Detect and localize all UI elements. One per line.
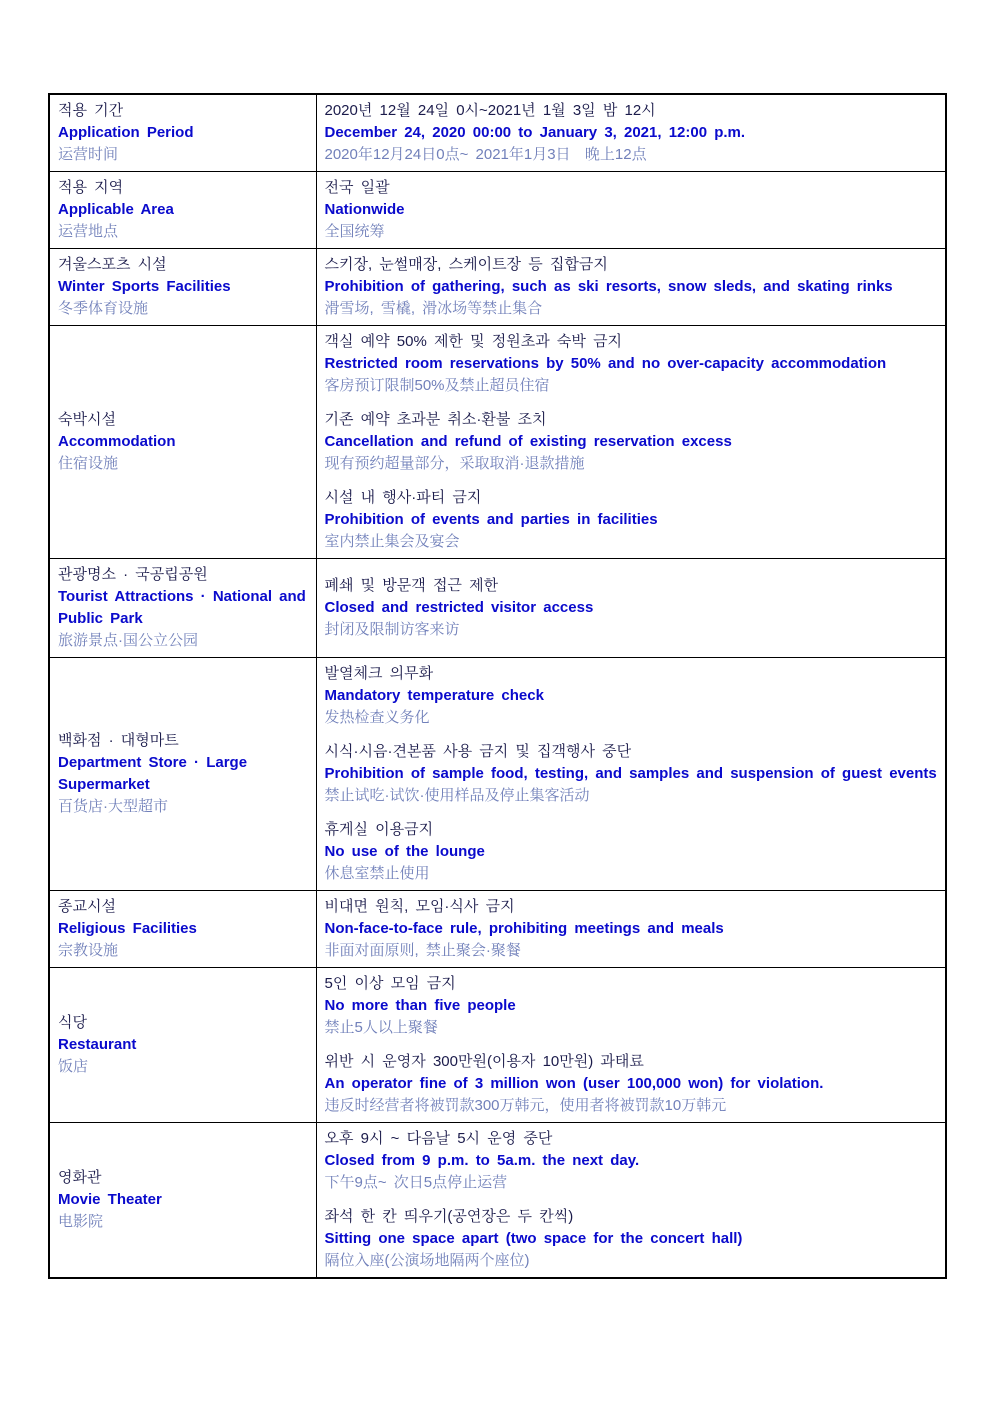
details-cell [316,326,946,559]
detail-korean: 5인 이상 모임 금지 [324,975,456,992]
detail-chinese: 滑雪场, 雪橇, 滑冰场等禁止集合 [324,300,543,317]
category-english: Application Period [58,124,194,141]
detail-chinese: 封闭及限制访客来访 [324,621,460,638]
table-row-applicable-area [49,172,946,249]
category-english: Applicable Area [58,201,174,218]
table-row-restaurant [49,968,946,1123]
detail-item [325,819,940,885]
category-english: Movie Theater [58,1191,162,1208]
table-row-winter-sports [49,249,946,326]
category-cell [49,249,316,326]
category-korean: 적용 기간 [58,102,124,119]
detail-item [325,896,940,962]
detail-korean: 시식·시음·견본품 사용 금지 및 집객행사 중단 [324,743,632,760]
category-english: Restaurant [58,1036,137,1053]
detail-chinese: 客房预订限制50%及禁止超员住宿 [324,377,550,394]
category-cell [49,891,316,968]
detail-item [325,331,940,397]
detail-item [325,973,940,1039]
detail-item [325,1051,940,1117]
details-cell [316,559,946,658]
detail-chinese: 发热检查义务化 [324,709,430,726]
detail-korean: 발열체크 의무화 [324,665,434,682]
category-english: Department Store · Large Supermarket [58,754,255,793]
category-korean: 백화점 · 대형마트 [58,732,179,749]
category-korean: 종교시설 [58,898,116,915]
detail-chinese: 违反时经营者将被罚款300万韩元，使用者将被罚款10万韩元 [324,1097,727,1114]
detail-english: Non-face-to-face rule, prohibiting meetings and meals [324,920,724,937]
detail-english: No use of the lounge [324,843,485,860]
category-chinese: 饭店 [58,1058,89,1075]
details-cell [316,94,946,172]
category-chinese: 冬季体育设施 [58,300,149,317]
details-cell [316,172,946,249]
category-korean: 겨울스포츠 시설 [58,256,167,273]
detail-korean: 2020년 12월 24일 0시~2021년 1월 3일 밤 12시 [324,102,656,119]
detail-chinese: 休息室禁止使用 [324,865,430,882]
category-english: Accommodation [58,433,176,450]
detail-chinese: 下午9点~ 次日5点停止运营 [324,1174,508,1191]
detail-item [325,254,940,320]
detail-korean: 스키장, 눈썰매장, 스케이트장 등 집합금지 [324,256,608,273]
detail-korean: 좌석 한 칸 띄우기(공연장은 두 칸씩) [324,1208,574,1225]
category-cell [49,658,316,891]
table-row-department-store [49,658,946,891]
category-cell [49,94,316,172]
detail-english: Prohibition of events and parties in facilities [324,511,658,528]
details-cell [316,249,946,326]
category-chinese: 运营时间 [58,146,119,163]
category-english: Winter Sports Facilities [58,278,231,295]
category-cell [49,968,316,1123]
detail-item [325,100,940,166]
details-cell [316,1123,946,1279]
detail-english: Mandatory temperature check [324,687,544,704]
category-chinese: 宗教设施 [58,942,119,959]
category-chinese: 运营地点 [58,223,119,240]
detail-chinese: 隔位入座(公演场地隔两个座位) [324,1252,530,1269]
category-chinese: 百货店·大型超市 [58,798,168,815]
table-row-movie-theater [49,1123,946,1279]
detail-korean: 휴게실 이용금지 [324,821,434,838]
details-cell [316,891,946,968]
detail-korean: 기존 예약 초과분 취소·환불 조치 [324,411,547,428]
detail-english: Prohibition of sample food, testing, and samples and suspension of guest events [324,765,937,782]
detail-english: Restricted room reservations by 50% and no over-capacity accommodation [324,355,887,372]
detail-korean: 비대면 원칙, 모임·식사 금지 [324,898,515,915]
table-row-religious-facilities [49,891,946,968]
detail-item [325,1206,940,1272]
detail-chinese: 禁止试吃·试饮·使用样品及停止集客活动 [324,787,590,804]
category-english: Religious Facilities [58,920,197,937]
table-row-tourist-attractions [49,559,946,658]
restrictions-table [48,93,947,1279]
detail-korean: 오후 9시 ~ 다음날 5시 운영 중단 [324,1130,553,1147]
detail-english: An operator fine of 3 million won (user 100,000 won) for violation. [324,1075,824,1092]
detail-english: Closed and restricted visitor access [324,599,594,616]
category-korean: 영화관 [58,1169,102,1186]
detail-korean: 시설 내 행사·파티 금지 [324,489,482,506]
detail-item [325,663,940,729]
detail-chinese: 非面对面原则, 禁止聚会·聚餐 [324,942,521,959]
detail-item [325,1128,940,1194]
detail-korean: 위반 시 운영자 300만원(이용자 10만원) 과태료 [324,1053,644,1070]
category-cell [49,326,316,559]
category-korean: 숙박시설 [58,411,116,428]
detail-english: Cancellation and refund of existing reservation excess [324,433,732,450]
details-cell [316,658,946,891]
detail-item [325,487,940,553]
category-chinese: 旅游景点·国公立公园 [58,632,198,649]
detail-item [325,741,940,807]
detail-english: Nationwide [324,201,405,218]
details-cell [316,968,946,1123]
table-row-application-period [49,94,946,172]
category-korean: 적용 지역 [58,179,124,196]
detail-chinese: 现有预约超量部分，采取取消·退款措施 [324,455,585,472]
category-cell [49,1123,316,1279]
detail-korean: 객실 예약 50% 제한 및 정원초과 숙박 금지 [324,333,623,350]
detail-chinese: 禁止5人以上聚餐 [324,1019,438,1036]
detail-chinese: 2020年12月24日0点~ 2021年1月3日 晚上12点 [324,146,647,163]
detail-korean: 전국 일괄 [324,179,390,196]
detail-english: No more than five people [324,997,516,1014]
category-english: Tourist Attractions · National and Public Park [58,588,314,627]
detail-korean: 폐쇄 및 방문객 접근 제한 [324,577,499,594]
category-chinese: 住宿设施 [58,455,119,472]
category-cell [49,559,316,658]
restrictions-table-body [49,94,946,1278]
detail-english: Prohibition of gathering, such as ski resorts, snow sleds, and skating rinks [324,278,893,295]
detail-english: Sitting one space apart (two space for the concert hall) [324,1230,743,1247]
detail-chinese: 全国统筹 [324,223,385,240]
category-korean: 식당 [58,1014,87,1031]
category-chinese: 电影院 [58,1213,104,1230]
detail-english: Closed from 9 p.m. to 5a.m. the next day. [324,1152,640,1169]
category-cell [49,172,316,249]
detail-item [325,177,940,243]
table-row-accommodation [49,326,946,559]
detail-item [325,575,940,641]
detail-chinese: 室内禁止集会及宴会 [324,533,460,550]
category-korean: 관광명소 · 국공립공원 [58,566,208,583]
detail-english: December 24, 2020 00:00 to January 3, 2021, 12:00 p.m. [324,124,746,141]
detail-item [325,409,940,475]
